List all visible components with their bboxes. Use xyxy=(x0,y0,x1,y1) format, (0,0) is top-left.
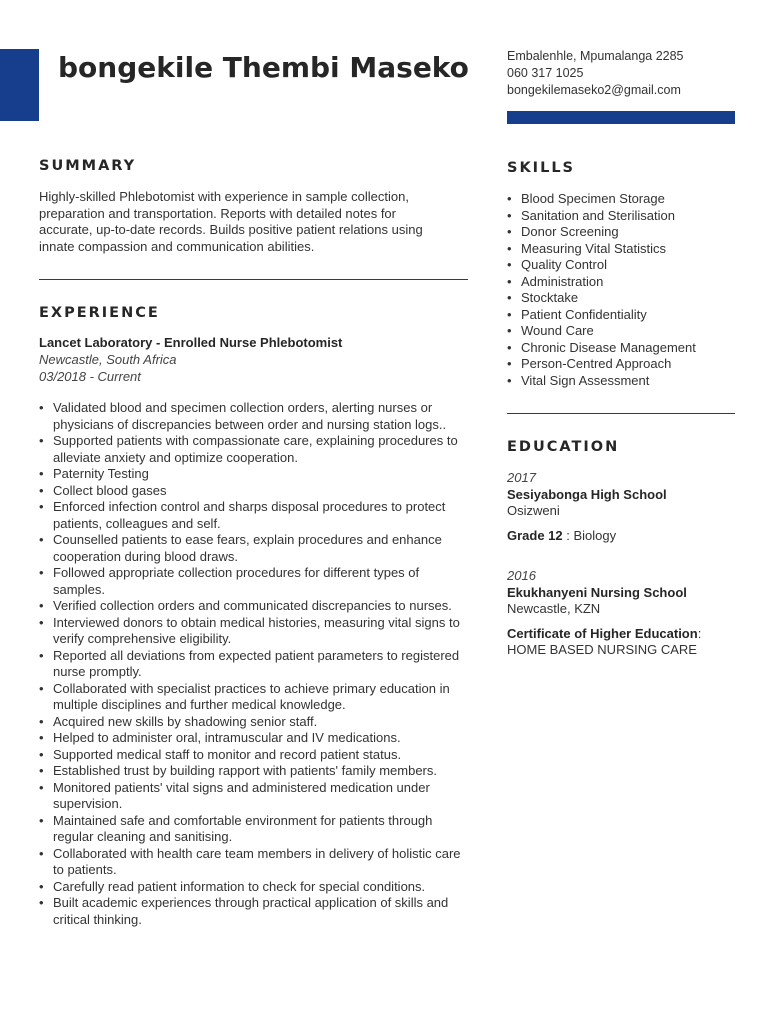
education-year: 2017 xyxy=(507,470,536,485)
list-item: • Collaborated with specialist practices to achieve primary education in multiple disciplines and further medical knowledge. xyxy=(39,681,471,714)
list-item: • Built academic experiences through practical application of skills and critical thinking. xyxy=(39,895,471,928)
job-dates: 03/2018 - Current xyxy=(39,369,141,384)
list-item: • Monitored patients' vital signs and administered medication under supervision. xyxy=(39,780,471,813)
header-accent-block xyxy=(0,49,39,121)
email: bongekilemaseko2@gmail.com xyxy=(507,83,681,97)
summary-text: Highly-skilled Phlebotomist with experience in sample collection, preparation and transportation. Reports with detailed notes for accurate, up-to-date records. Builds positive patient relations using innate compassion and communication abilities. xyxy=(39,189,423,254)
education-year: 2016 xyxy=(507,568,536,583)
skill-item: • Blood Specimen Storage xyxy=(507,191,747,208)
list-item: • Followed appropriate collection procedures for different types of samples. xyxy=(39,565,471,598)
list-item: • Reported all deviations from expected patient parameters to registered nurse promptly. xyxy=(39,648,471,681)
contact-info xyxy=(507,48,684,99)
degree-separator: : xyxy=(562,527,574,543)
education-degree xyxy=(507,528,667,545)
list-item: • Interviewed donors to obtain medical histories, measuring vital signs to verify comprehensive eligibility. xyxy=(39,615,471,648)
list-item: • Acquired new skills by shadowing senior staff. xyxy=(39,714,471,731)
phone: 060 317 1025 xyxy=(507,66,584,80)
list-item: • Validated blood and specimen collection orders, alerting nurses or physicians of discrepancies between order and nursing station logs.. xyxy=(39,400,471,433)
education-place: Newcastle, KZN xyxy=(507,601,601,616)
list-item: • Collect blood gases xyxy=(39,483,471,500)
list-item: • Verified collection orders and communicated discrepancies to nurses. xyxy=(39,598,471,615)
skill-item: • Sanitation and Sterilisation xyxy=(507,208,747,225)
list-item: • Maintained safe and comfortable environment for patients through regular cleaning and sanitising. xyxy=(39,813,471,846)
degree-label: Certificate of Higher Education xyxy=(507,625,698,641)
skills-heading: SKILLS xyxy=(507,160,575,176)
education-entry xyxy=(507,470,667,544)
education-heading: EDUCATION xyxy=(507,439,620,455)
degree-value: Biology xyxy=(573,527,617,543)
education-entry xyxy=(507,568,701,659)
job-location: Newcastle, South Africa xyxy=(39,352,177,367)
summary-divider xyxy=(39,279,468,280)
degree-separator: : xyxy=(697,625,702,641)
skills-list xyxy=(507,191,747,389)
list-item: • Carefully read patient information to check for special conditions. xyxy=(39,879,471,896)
experience-heading: EXPERIENCE xyxy=(39,305,160,321)
skill-item: • Donor Screening xyxy=(507,224,747,241)
list-item: • Collaborated with health care team members in delivery of holistic care to patients. xyxy=(39,846,471,879)
skill-item: • Wound Care xyxy=(507,323,747,340)
job-title: Lancet Laboratory - Enrolled Nurse Phlebotomist xyxy=(39,335,343,350)
skill-item: • Measuring Vital Statistics xyxy=(507,241,747,258)
education-degree xyxy=(507,626,701,659)
skill-item: • Quality Control xyxy=(507,257,747,274)
education-school: Sesiyabonga High School xyxy=(507,486,667,502)
experience-bullets xyxy=(39,400,471,928)
list-item: • Enforced infection control and sharps disposal procedures to protect patients, colleagues and self. xyxy=(39,499,471,532)
skills-divider xyxy=(507,413,735,414)
skill-item: • Patient Confidentiality xyxy=(507,307,747,324)
summary-heading: SUMMARY xyxy=(39,158,137,174)
degree-label: Grade 12 xyxy=(507,527,563,543)
education-school: Ekukhanyeni Nursing School xyxy=(507,584,687,600)
education-place: Osizweni xyxy=(507,503,560,518)
skill-item: • Vital Sign Assessment xyxy=(507,373,747,390)
contact-accent-bar xyxy=(507,111,735,124)
list-item: • Paternity Testing xyxy=(39,466,471,483)
candidate-name: bongekile Thembi Maseko xyxy=(58,51,469,84)
skill-item: • Person-Centred Approach xyxy=(507,356,747,373)
list-item: • Helped to administer oral, intramuscular and IV medications. xyxy=(39,730,471,747)
list-item: • Counselled patients to ease fears, explain procedures and enhance cooperation during blood draws. xyxy=(39,532,471,565)
degree-value: HOME BASED NURSING CARE xyxy=(507,642,697,657)
skill-item: • Chronic Disease Management xyxy=(507,340,747,357)
list-item: • Supported patients with compassionate care, explaining procedures to alleviate anxiety and optimize cooperation. xyxy=(39,433,471,466)
list-item: • Established trust by building rapport with patients' family members. xyxy=(39,763,471,780)
address: Embalenhle, Mpumalanga 2285 xyxy=(507,49,684,63)
skill-item: • Administration xyxy=(507,274,747,291)
skill-item: • Stocktake xyxy=(507,290,747,307)
list-item: • Supported medical staff to monitor and record patient status. xyxy=(39,747,471,764)
